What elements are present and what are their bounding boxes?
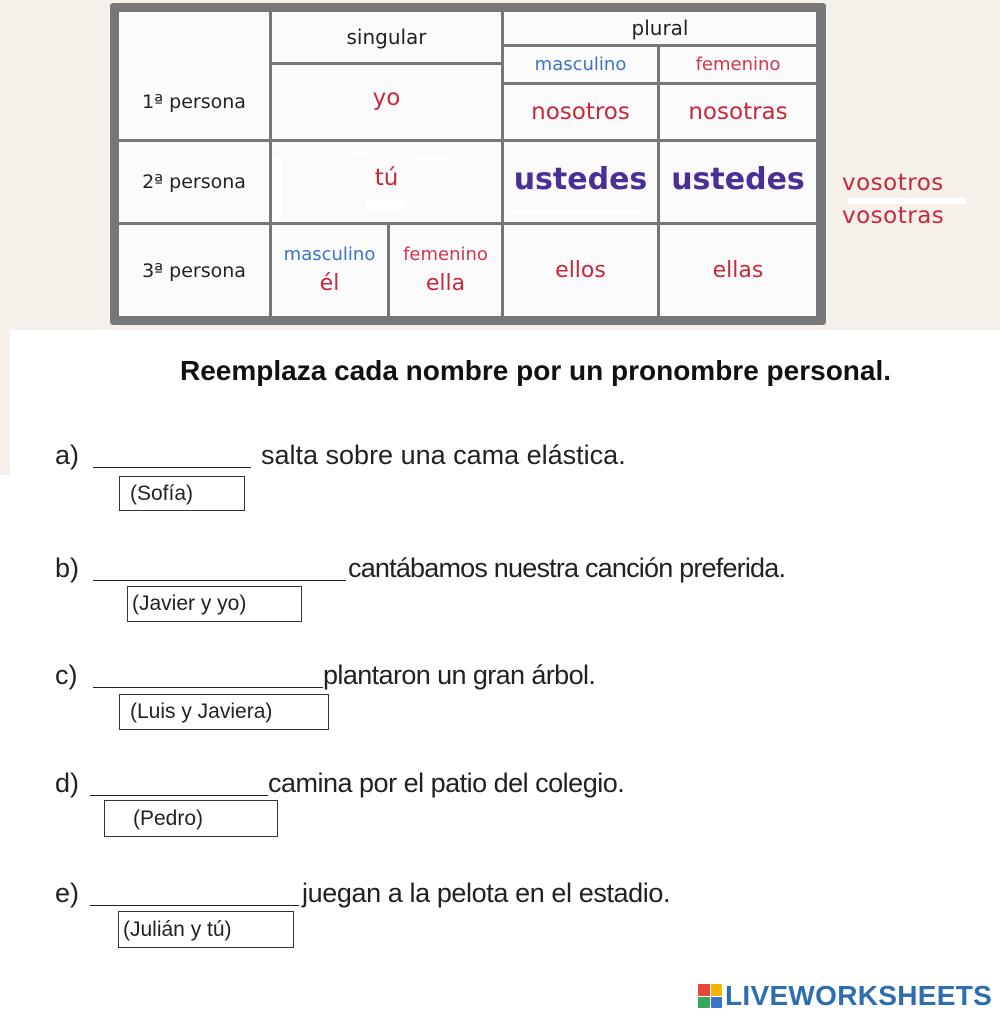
pronoun-ustedes-masculine: ustedes bbox=[504, 142, 657, 222]
hint-box: (Luis y Javiera) bbox=[119, 694, 329, 730]
exercise-letter: c) bbox=[55, 660, 78, 690]
answer-blank-b[interactable] bbox=[93, 580, 346, 581]
hint-box: (Pedro) bbox=[104, 800, 278, 837]
pronoun-ellas: ellas bbox=[660, 225, 816, 316]
white-patch bbox=[510, 210, 645, 214]
white-patch bbox=[350, 152, 370, 156]
hint-box: (Julián y tú) bbox=[118, 911, 294, 948]
liveworksheets-logo-icon bbox=[698, 984, 722, 1008]
hint-box: (Javier y yo) bbox=[127, 586, 302, 622]
exercise-letter: e) bbox=[55, 878, 80, 908]
pronoun-el: él bbox=[319, 270, 340, 296]
white-patch bbox=[366, 200, 404, 210]
header-singular: singular bbox=[272, 12, 501, 62]
pronoun-ella: ella bbox=[425, 270, 466, 296]
pronoun-nosotras: nosotras bbox=[660, 85, 816, 139]
exercise-sentence: plantaron un gran árbol. bbox=[323, 660, 596, 690]
answer-blank-c[interactable] bbox=[93, 687, 323, 688]
header-plural: plural bbox=[504, 12, 816, 44]
exercise-sentence: camina por el patio del colegio. bbox=[268, 768, 625, 798]
pronoun-table bbox=[110, 3, 826, 325]
row-1-person: 1ª persona bbox=[119, 65, 269, 139]
exercise-letter: b) bbox=[55, 553, 80, 583]
white-patch bbox=[412, 156, 448, 161]
side-note-vosotros: vosotros bbox=[842, 170, 944, 196]
hint-box: (Sofía) bbox=[119, 476, 245, 511]
pronoun-tu: tú bbox=[272, 142, 501, 222]
exercise-letter: d) bbox=[55, 768, 80, 798]
header-plural-masculine: masculino bbox=[504, 47, 657, 82]
pronoun-ustedes-feminine: ustedes bbox=[660, 142, 816, 222]
scan-edge bbox=[0, 330, 10, 475]
instruction-heading: Reemplaza cada nombre por un pronombre personal. bbox=[180, 355, 892, 386]
exercise-sentence: cantábamos nuestra canción preferida. bbox=[348, 553, 786, 583]
row-2-person: 2ª persona bbox=[119, 142, 269, 222]
answer-blank-e[interactable] bbox=[90, 905, 299, 906]
pronoun-nosotros: nosotros bbox=[504, 85, 657, 139]
exercise-letter: a) bbox=[55, 440, 80, 470]
answer-blank-a[interactable] bbox=[93, 467, 251, 468]
pronoun-ellos: ellos bbox=[504, 225, 657, 316]
singular-masculine-cell bbox=[272, 225, 387, 316]
exercise-sentence: salta sobre una cama elástica. bbox=[261, 440, 626, 470]
header-plural-feminine: femenino bbox=[660, 47, 816, 82]
label-masculino: masculino bbox=[283, 243, 376, 265]
singular-feminine-cell bbox=[390, 225, 501, 316]
pronoun-yo: yo bbox=[272, 65, 501, 139]
answer-blank-d[interactable] bbox=[90, 795, 268, 796]
label-femenino: femenino bbox=[403, 243, 488, 265]
white-patch bbox=[272, 158, 282, 220]
side-note-vosotras: vosotras bbox=[842, 203, 945, 229]
brand-name: LIVEWORKSHEETS bbox=[725, 980, 993, 1011]
exercise-sentence: juegan a la pelota en el estadio. bbox=[302, 878, 671, 908]
row-3-person: 3ª persona bbox=[119, 225, 269, 316]
liveworksheets-brand[interactable] bbox=[698, 980, 992, 1012]
